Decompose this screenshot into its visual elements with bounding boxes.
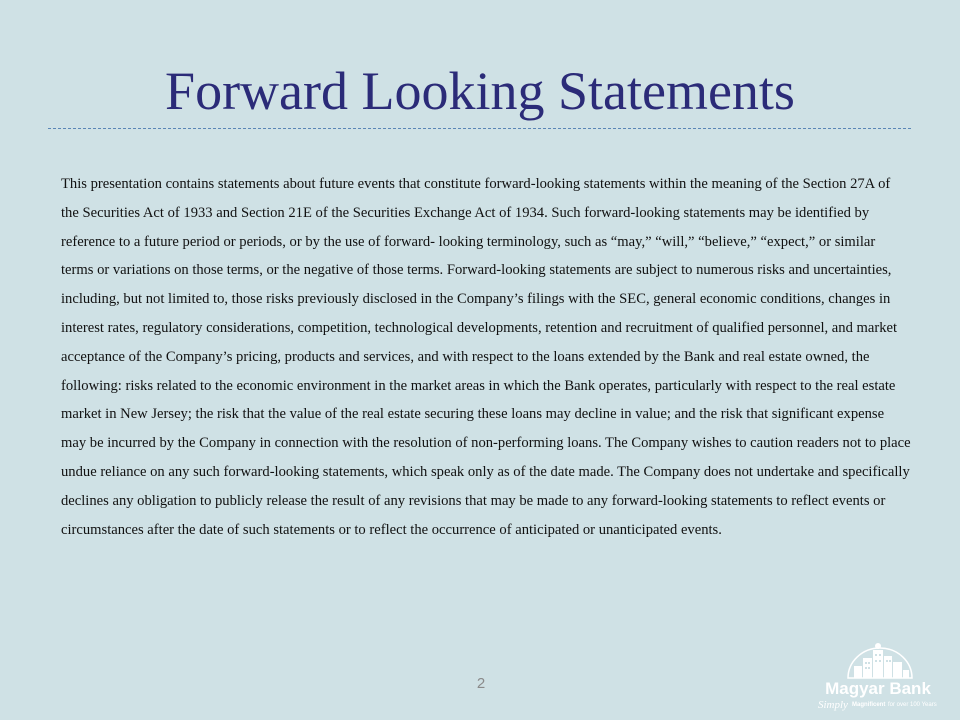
- magyar-bank-logo: [808, 640, 948, 716]
- logo-tagline-bold: Magnificent: [852, 702, 886, 708]
- title-divider: [48, 128, 911, 129]
- disclaimer-paragraph: This presentation contains statements about future events that constitute forward-looking statements within the meaning of the Section 27A of the Securities Act of 1933 and Section 21E of the Securities Exchange Act of 1934. Such forward-looking statements may be identified by reference to a future period or periods, or by the use of forward- looking terminology, such as “may,” “will,” “believe,” “expect,” or similar terms or variations on those terms, or the negative of those terms. Forward-looking statements are subject to numerous risks and uncertainties, including, but not limited to, those risks previously disclosed in the Company’s filings with the SEC, general economic conditions, changes in interest rates, regulatory considerations, competition, technological developments, retention and recruitment of qualified personnel, and market acceptance of the Company’s pricing, products and services, and with respect to the loans extended by the Bank and real estate owned, the following: risks related to the economic environment in the market areas in which the Bank operates, particularly with respect to the real estate market in New Jersey; the risk that the value of the real estate securing these loans may decline in value; and the risk that significant expense may be incurred by the Company in connection with the resolution of non-performing loans. The Company wishes to caution readers not to place undue reliance on any such forward-looking statements, which speak only as of the date made. The Company does not undertake and specifically declines any obligation to publicly release the result of any revisions that may be made to any forward-looking statements to reflect events or circumstances after the date of such statements or to reflect the occurrence of anticipated or unanticipated events.: [61, 176, 911, 538]
- logo-tagline-rest: for over 100 Years: [888, 702, 937, 708]
- page-number: 2: [476, 675, 486, 692]
- logo-wordmark: Magyar Bank: [825, 679, 931, 698]
- logo-tagline-script: Simply: [818, 699, 848, 711]
- slide-title: Forward Looking Statements: [165, 61, 795, 121]
